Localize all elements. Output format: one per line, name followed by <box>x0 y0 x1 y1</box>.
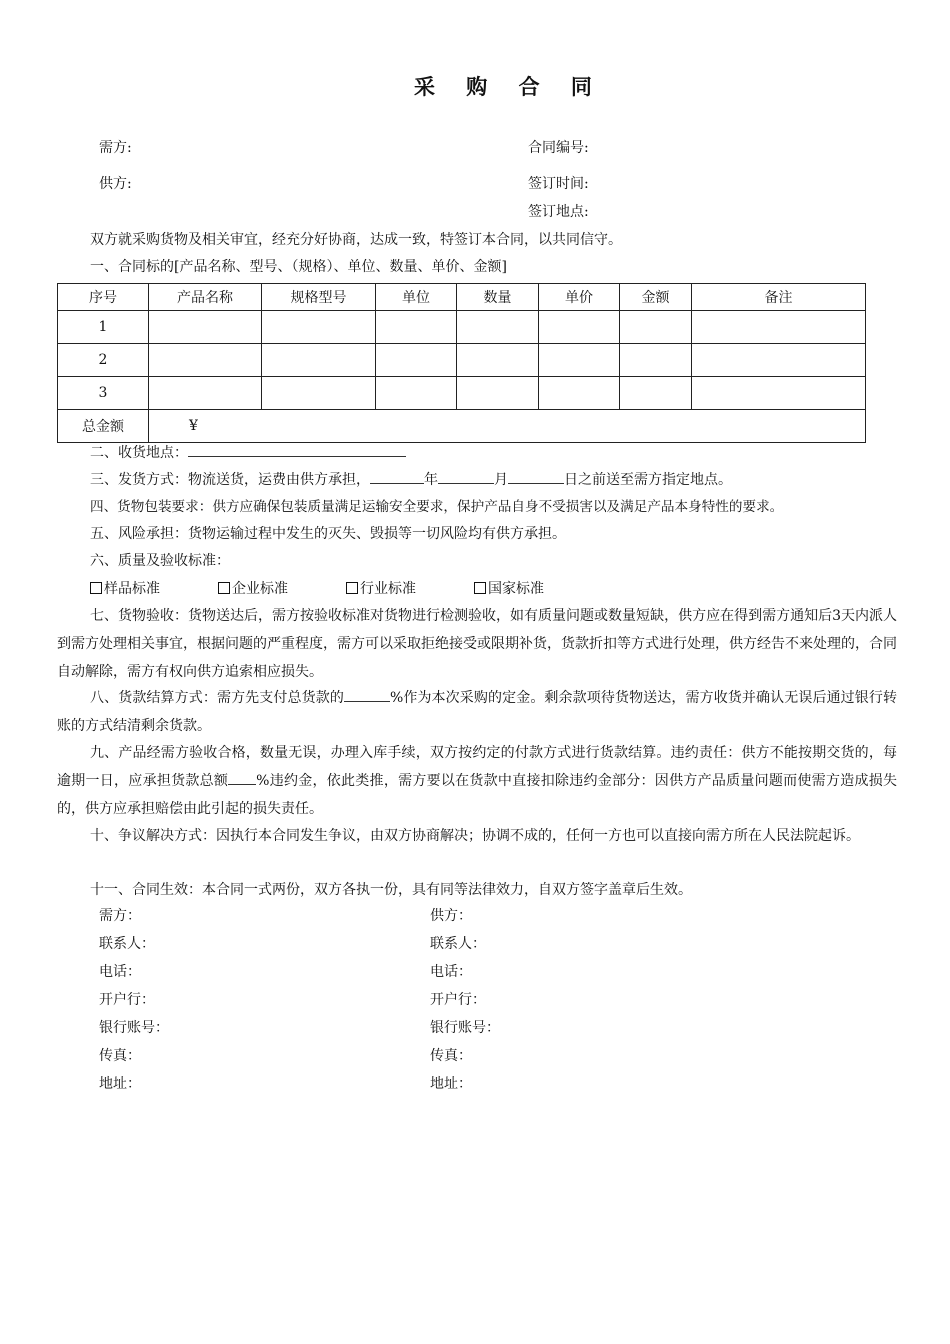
sign-buyer-bank: 开户行： <box>99 992 155 1008</box>
standard-option[interactable] <box>474 579 544 599</box>
supplier-label: 供方: <box>99 176 132 192</box>
header-cell: 单位 <box>376 284 457 311</box>
table-cell[interactable] <box>376 377 457 410</box>
year-blank[interactable] <box>370 469 424 484</box>
table-cell[interactable] <box>262 377 376 410</box>
table-cell[interactable] <box>620 311 692 344</box>
row-number: 1 <box>58 311 149 344</box>
section-8-prefix: 八、货款结算方式：需方先支付总货款的 <box>90 690 344 706</box>
section-6: 六、质量及验收标准： <box>90 553 230 569</box>
currency-symbol: ¥ <box>189 418 198 434</box>
header-cell: 数量 <box>457 284 539 311</box>
table-row <box>58 344 866 377</box>
table-row <box>58 311 866 344</box>
contract-number-label: 合同编号: <box>528 140 589 156</box>
section-8-suffix: %作为本次采购的定金。剩余款项待货物送达，需方收货并确认无误后通过银行转账的方式结清剩余货款。 <box>57 690 897 734</box>
table-cell[interactable] <box>149 344 262 377</box>
checkbox-icon[interactable] <box>346 582 358 594</box>
header-cell: 金额 <box>620 284 692 311</box>
header-cell: 规格型号 <box>262 284 376 311</box>
intro-paragraph: 双方就采购货物及相关审宜，经充分好协商，达成一致，特签订本合同，以共同信守。 <box>90 232 622 248</box>
sign-buyer-account: 银行账号： <box>99 1020 169 1036</box>
year-label: 年 <box>424 472 438 488</box>
table-cell[interactable] <box>149 311 262 344</box>
standard-option[interactable] <box>218 579 288 599</box>
total-row <box>58 410 866 443</box>
header-cell: 备注 <box>692 284 866 311</box>
standard-option[interactable] <box>346 579 416 599</box>
standard-option[interactable] <box>90 579 160 599</box>
section-2-label: 二、收货地点： <box>90 445 188 461</box>
section-7: 七、货物验收：货物送达后，需方按验收标准对货物进行检测验收，如有质量问题或数量短缺，供方应在得到需方通知后3天内派人到需方处理相关事宜，根据问题的严重程度，需方可以采取拒绝接受或限期补货，货款折扣等方式进行处理，供方经告不来处理的，合同自动解除，需方有权向供方追索相应损失。 <box>57 608 897 680</box>
day-blank[interactable] <box>508 469 564 484</box>
section-4: 四、货物包装要求：供方应确保包装质量满足运输安全要求，保护产品自身不受损害以及满足产品本身特性的要求。 <box>90 499 784 515</box>
sign-supplier-bank: 开户行： <box>430 992 486 1008</box>
table-cell[interactable] <box>620 344 692 377</box>
section-10: 十、争议解决方式：因执行本合同发生争议，由双方协商解决；协调不成的，任何一方也可以直接向需方所在人民法院起诉。 <box>90 828 860 844</box>
month-label: 月 <box>494 472 508 488</box>
row-number: 3 <box>58 377 149 410</box>
sign-buyer: 需方： <box>99 908 141 924</box>
table-cell[interactable] <box>262 344 376 377</box>
table-cell[interactable] <box>692 344 866 377</box>
section-2 <box>57 439 897 467</box>
sign-supplier-address: 地址： <box>430 1076 472 1092</box>
sign-supplier-contact: 联系人： <box>430 936 486 952</box>
sign-buyer-address: 地址： <box>99 1076 141 1092</box>
table-cell[interactable] <box>539 311 620 344</box>
standard-label: 企业标准 <box>232 581 288 597</box>
sign-supplier-phone: 电话： <box>430 964 472 980</box>
sign-buyer-contact: 联系人： <box>99 936 155 952</box>
deposit-percent-blank[interactable] <box>344 687 390 702</box>
section-11: 十一、合同生效：本合同一式两份，双方各执一份，具有同等法律效力，自双方签字盖章后生效。 <box>90 882 692 898</box>
contract-title: 采 购 合 同 <box>414 74 604 99</box>
items-table <box>57 283 866 443</box>
checkbox-icon[interactable] <box>218 582 230 594</box>
table-cell[interactable] <box>620 377 692 410</box>
month-blank[interactable] <box>438 469 494 484</box>
table-row <box>58 377 866 410</box>
section-5: 五、风险承担：货物运输过程中发生的灭失、毁损等一切风险均有供方承担。 <box>90 526 566 542</box>
total-amount-cell[interactable] <box>149 410 866 443</box>
sign-buyer-fax: 传真： <box>99 1048 141 1064</box>
standard-label: 国家标准 <box>488 581 544 597</box>
table-cell[interactable] <box>376 311 457 344</box>
standard-label: 行业标准 <box>360 581 416 597</box>
sign-place-label: 签订地点: <box>528 204 589 220</box>
sign-buyer-phone: 电话： <box>99 964 141 980</box>
section-8 <box>57 684 897 740</box>
penalty-percent-blank[interactable] <box>228 770 256 785</box>
buyer-label: 需方: <box>99 140 132 156</box>
checkbox-icon[interactable] <box>90 582 102 594</box>
table-cell[interactable] <box>149 377 262 410</box>
header-cell: 产品名称 <box>149 284 262 311</box>
section-9-suffix: %违约金，依此类推，需方要以在货款中直接扣除违约金部分：因供方产品质量问题而使需方造成损失的，供方应承担赔偿由此引起的损失责任。 <box>57 773 897 817</box>
section-3-suffix: 日之前送至需方指定地点。 <box>564 472 732 488</box>
table-cell[interactable] <box>692 377 866 410</box>
section-3 <box>57 466 897 494</box>
sign-supplier-account: 银行账号： <box>430 1020 500 1036</box>
table-cell[interactable] <box>457 344 539 377</box>
table-header-row <box>58 284 866 311</box>
row-number: 2 <box>58 344 149 377</box>
table-cell[interactable] <box>539 344 620 377</box>
sign-time-label: 签订时间: <box>528 176 589 192</box>
table-cell[interactable] <box>539 377 620 410</box>
section-1-heading: 一、合同标的[产品名称、型号、（规格）、单位、数量、单价、金额] <box>90 259 507 275</box>
checkbox-icon[interactable] <box>474 582 486 594</box>
section-9-prefix: 九、产品经需方验收合格，数量无误，办理入库手续，双方按约定的付款方式进行货款结算。违约责任：供方不能按期交货的，每逾期一日，应承担货款总额 <box>57 745 897 789</box>
standard-label: 样品标准 <box>104 581 160 597</box>
total-amount-label: 总金额 <box>58 410 149 443</box>
table-cell[interactable] <box>262 311 376 344</box>
table-cell[interactable] <box>457 311 539 344</box>
sign-supplier-fax: 传真： <box>430 1048 472 1064</box>
section-9 <box>57 739 897 823</box>
table-cell[interactable] <box>457 377 539 410</box>
sign-supplier: 供方： <box>430 908 472 924</box>
header-cell: 序号 <box>58 284 149 311</box>
header-cell: 单价 <box>539 284 620 311</box>
section-3-prefix: 三、发货方式：物流送货，运费由供方承担， <box>90 472 370 488</box>
table-cell[interactable] <box>376 344 457 377</box>
table-cell[interactable] <box>692 311 866 344</box>
delivery-address-blank[interactable] <box>188 442 406 457</box>
